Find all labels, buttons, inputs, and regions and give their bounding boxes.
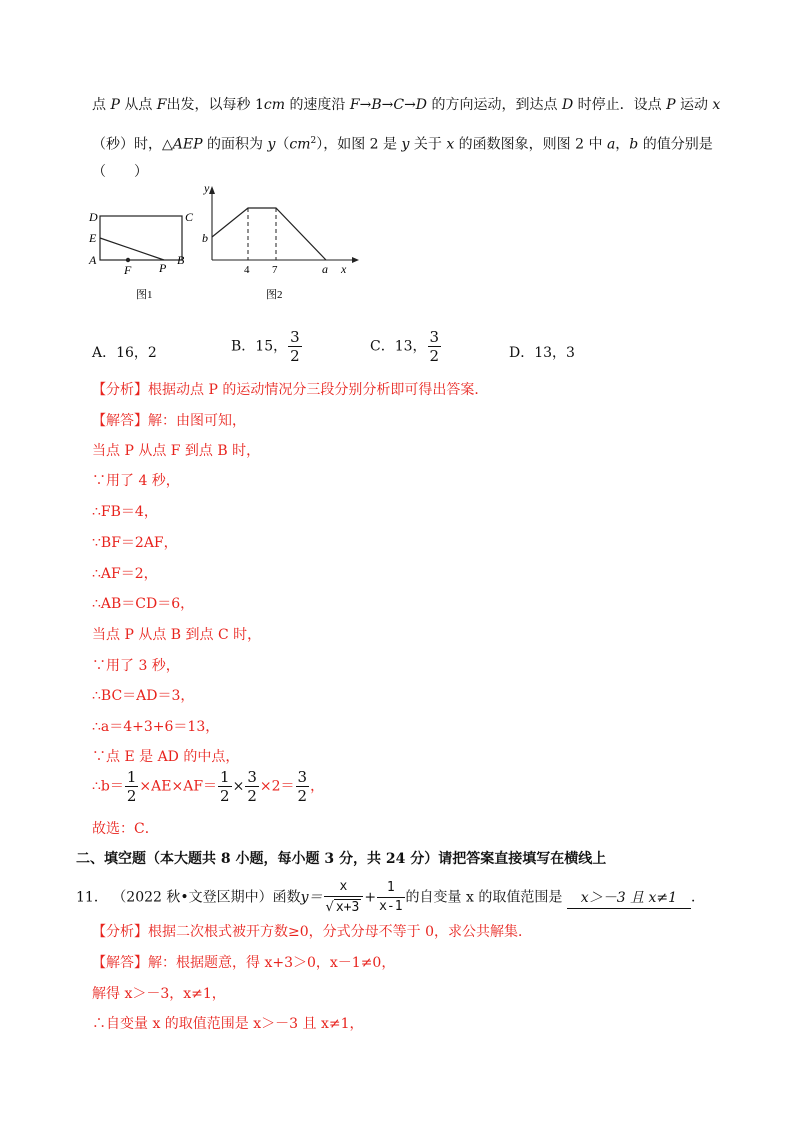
- fig2-label-b: b: [202, 231, 208, 245]
- fig1-label-B: B: [177, 253, 185, 267]
- question-11: 11． （2022 秋•文登区期中）函数y＝ $\frac{x}{√ x+3}$ + $\frac{1}{x-1}$ 的自变量 x 的取值范围是 x＞－3 且 x≠1 ．: [76, 879, 706, 915]
- fig1-caption: 图1: [136, 289, 153, 301]
- answer-blank[interactable]: x＞－3 且 x≠1: [567, 888, 691, 909]
- solution-step: ∴AF＝2，: [92, 566, 158, 582]
- solution-answer: 故选：C．: [92, 821, 159, 837]
- figure-2: [196, 182, 366, 306]
- solution-step: ∴a＝4+3+6＝13，: [92, 719, 220, 735]
- problem-line-3: （ ）: [92, 164, 148, 180]
- fig2-tick-a: a: [322, 262, 328, 276]
- solution-step: ∵BF＝2AF，: [92, 535, 178, 551]
- solution-intro: 【解答】解：由图可知，: [92, 413, 246, 429]
- fig1-label-C: C: [185, 210, 194, 224]
- fig2-caption: 图2: [266, 289, 283, 301]
- solution-step: 当点 P 从点 B 到点 C 时，: [92, 627, 262, 643]
- q11-solution-step: ∴自变量 x 的取值范围是 x＞－3 且 x≠1，: [92, 1016, 364, 1032]
- problem-line-2: （秒）时，△AEP 的面积为 $y(cm^2)$，如图 2 是 y 关于 x 的函数图象，则图 2 中 a，b 的值分别是: [92, 136, 713, 153]
- fig2-label-y: y: [204, 182, 210, 195]
- fig2-tick-7: 7: [272, 264, 278, 276]
- solution-step: ∴FB＝4，: [92, 504, 158, 520]
- solution-step: ∴AB＝CD＝6，: [92, 596, 195, 612]
- fig1-label-P: P: [159, 261, 167, 275]
- option-b[interactable]: B．15， $\frac{3}{2}$: [231, 328, 300, 365]
- figure-1: [86, 206, 196, 306]
- analysis-line: 【分析】根据动点 P 的运动情况分三段分别分析即可得出答案．: [92, 382, 489, 398]
- option-a[interactable]: A．16，2: [92, 345, 157, 361]
- q11-analysis: 【分析】根据二次根式被开方数≥0，分式分母不等于 0，求公共解集．: [92, 924, 532, 940]
- fig1-label-E: E: [89, 231, 97, 245]
- solution-step: 当点 P 从点 F 到点 B 时，: [92, 443, 261, 459]
- fig1-label-D: D: [89, 210, 98, 224]
- q11-solution-step: 解得 x＞－3，x≠1，: [92, 986, 226, 1002]
- section-2-heading: 二、填空题（本大题共 8 小题，每小题 3 分，共 24 分）请把答案直接填写在横线上: [76, 851, 607, 867]
- fig2-label-x: x: [341, 262, 347, 276]
- fig1-label-F: F: [124, 263, 132, 277]
- solution-step: ∴BC＝AD＝3，: [92, 688, 195, 704]
- option-c[interactable]: C．13， $\frac{3}{2}$: [370, 328, 440, 365]
- q11-solution-intro: 【解答】解：根据题意，得 x+3＞0，x－1≠0，: [92, 955, 396, 971]
- fig2-tick-4: 4: [244, 264, 250, 276]
- solution-step: ∵点 E 是 AD 的中点，: [92, 749, 240, 765]
- option-d[interactable]: D．13，3: [509, 345, 575, 361]
- solution-step-b-formula: ∴b＝ $\frac{1}{2}$ ×AE×AF＝ $\frac{1}{2}$ × $\frac{3}{2}$ ×2＝ $\frac{3}{2}$ ，: [92, 768, 325, 805]
- fig1-label-A: A: [89, 253, 97, 267]
- solution-step: ∵用了 3 秒，: [92, 658, 180, 674]
- problem-line-1: 点 P 从点 F出发，以每秒 1cm 的速度沿 F→B→C→D 的方向运动，到达点 D 时停止．设点 P 运动 x: [92, 97, 721, 113]
- solution-step: ∵用了 4 秒，: [92, 473, 180, 489]
